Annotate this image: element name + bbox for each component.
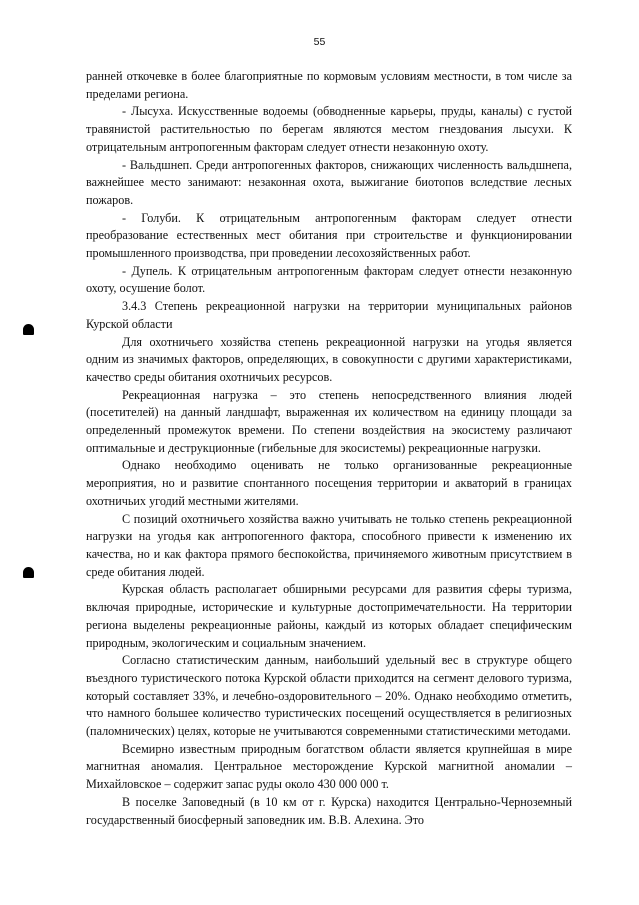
paragraph: Однако необходимо оценивать не только организованные рекреационные мероприятия, но и развитие спонтанного посещения территории и акваторий в границах охотничьих угодий местными жителями. [86, 458, 572, 508]
section-heading: 3.4.3 Степень рекреационной нагрузки на территории муниципальных районов Курской области [86, 299, 572, 331]
paragraph: С позиций охотничьего хозяйства важно учитывать не только степень рекреационной нагрузки на угодья как антропогенного фактора, способного привести к изменению их качества, но и как фактора прямого беспокойства, причиняемого животным присутствием в среде обитания людей. [86, 511, 572, 579]
paragraph: Согласно статистическим данным, наибольший удельный вес в структуре общего въездного туристического потока Курской области приходится на сегмент делового туризма, который составляет 33%, и лечебно-оздоровительного – 20%. Однако необходимо отметить, что намного большее количество туристических посещений осуществляется в религиозных (паломнических) целях, которые не учитываются современными статистическими методами. [86, 653, 572, 739]
paragraph: - Лысуха. Искусственные водоемы (обводненные карьеры, пруды, каналы) с густой травянистой растительностью по берегам являются местом гнездования лысухи. К отрицательным антропогенным факторам следует отнести незаконную охоту. [86, 104, 572, 154]
page-number: 55 [313, 36, 326, 48]
punch-hole-mark [23, 567, 34, 578]
paragraph: Курская область располагает обширными ресурсами для развития сферы туризма, включая природные, исторические и культурные достопримечательности. На территории региона выделены рекреационные районы, каждый из которых обладает специфическим природным, экологическим и социальным значением. [86, 582, 572, 650]
paragraph: - Дупель. К отрицательным антропогенным факторам следует отнести незаконную охоту, осушение болот. [86, 263, 572, 296]
document-body [86, 68, 572, 829]
paragraph: Для охотничьего хозяйства степень рекреационной нагрузки на угодья является одним из значимых факторов, определяющих, в совокупности с другими характеристиками, качество среды обитания охотничьих ресурсов. [86, 334, 572, 384]
paragraph: В поселке Заповедный (в 10 км от г. Курска) находится Центрально-Черноземный государственный биосферный заповедник им. В.В. Алехина. Это [86, 794, 572, 827]
paragraph: Всемирно известным природным богатством области является крупнейшая в мире магнитная аномалия. Центральное месторождение Курской магнитной аномалии – Михайловское – содержит запас руды около 430 000 000 т. [86, 741, 572, 792]
punch-hole-mark [23, 324, 34, 335]
paragraph: Рекреационная нагрузка – это степень непосредственного влияния людей (посетителей) на данный ландшафт, выраженная их количеством на единицу площади за определенный промежуток времени. По степени воздействия на экосистему различают оптимальные и деструкционные (гибельные для экосистемы) рекреационные нагрузки. [86, 387, 572, 455]
paragraph: ранней откочевке в более благоприятные по кормовым условиям местности, в том числе за пределами региона. [86, 69, 572, 101]
paragraph: - Вальдшнеп. Среди антропогенных факторов, снижающих численность вальдшнепа, важнейшее место занимают: незаконная охота, выжигание биотопов вследствие лесных пожаров. [86, 157, 572, 207]
paragraph: - Голуби. К отрицательным антропогенным факторам следует отнести преобразование естественных мест обитания при строительстве и функционировании промышленного производства, при проведении лесохозяйственных работ. [86, 210, 572, 261]
